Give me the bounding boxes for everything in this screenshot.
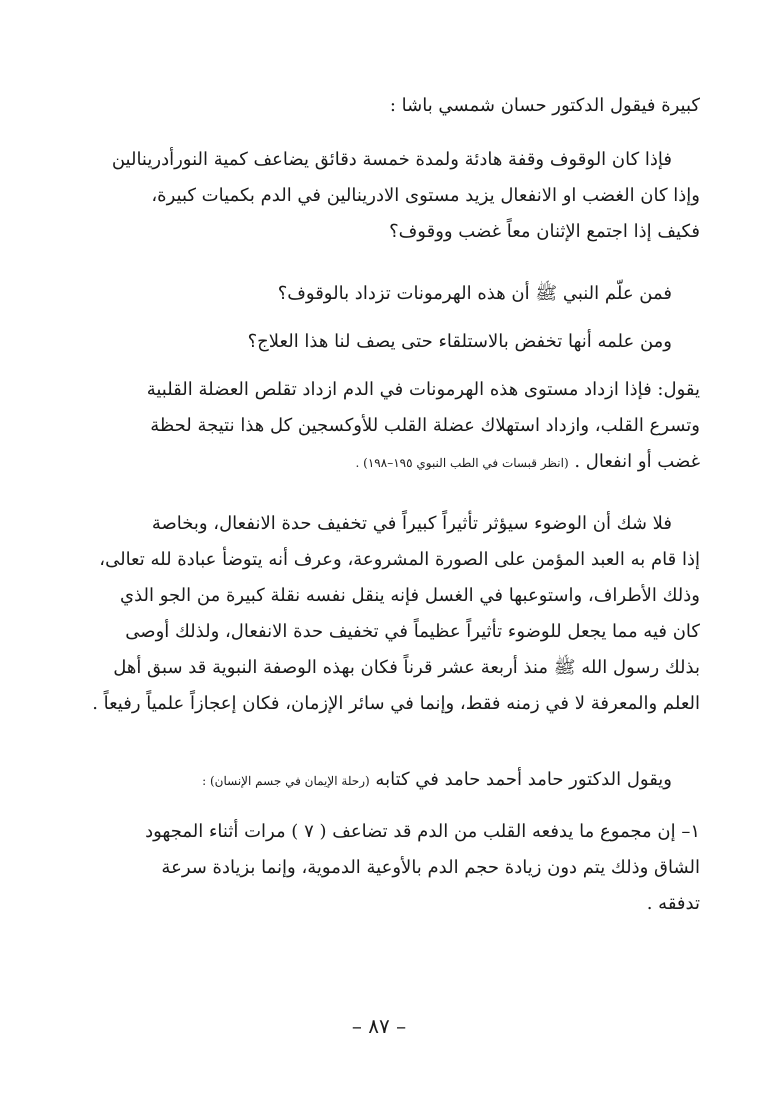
reference-note: (انظر قبسات في الطب النبوي ١٩٥–١٩٨) . — [355, 456, 569, 470]
text-line: وإذا كان الغضب او الانفعال يزيد مستوى الادرينالين في الدم بكميات كبيرة، — [151, 185, 700, 206]
text-line: كان فيه مما يجعل للوضوء تأثيراً عظيماً في تخفيف حدة الانفعال، ولذلك أوصى — [125, 621, 700, 642]
text-line: فمن علّم النبي ﷺ أن هذه الهرمونات تزداد بالوقوف؟ — [277, 283, 672, 304]
text-line: ومن علمه أنها تخفض بالاستلقاء حتى يصف لنا هذا العلاج؟ — [247, 331, 672, 352]
text-line: الشاق وذلك يتم دون زيادة حجم الدم بالأوعية الدموية، وإنما بزيادة سرعة — [161, 857, 700, 878]
text-line: وتسرع القلب، وازداد استهلاك عضلة القلب للأوكسجين كل هذا نتيجة لحظة — [150, 415, 700, 436]
text-line: فكيف إذا اجتمع الإثنان معاً غضب ووقوف؟ — [389, 221, 700, 242]
paragraph-intro — [42, 88, 700, 124]
text-line: فلا شك أن الوضوء سيؤثر تأثيراً كبيراً في تخفيف حدة الانفعال، وبخاصة — [151, 513, 672, 534]
page-number: – ٨٧ – — [351, 1014, 407, 1038]
paragraph-hormones — [42, 372, 700, 481]
paragraph-citation — [42, 762, 700, 799]
paragraph-numbered-point — [42, 814, 700, 922]
text-fragment: غضب أو انفعال . — [574, 451, 700, 472]
paragraph-question-1 — [42, 276, 700, 312]
text-line: ١– إن مجموع ما يدفعه القلب من الدم قد تضاعف ( ٧ ) مرات أثناء المجهود — [145, 821, 700, 842]
text-line: بذلك رسول الله ﷺ منذ أربعة عشر قرناً فكان بهذه الوصفة النبوية قد سبق أهل — [113, 657, 700, 678]
paragraph-standing-adrenaline — [42, 142, 700, 250]
text-line: تدفقه . — [646, 893, 700, 914]
text-line: وذلك الأطراف، واستوعبها في الغسل فإنه ينقل نفسه نقلة كبيرة من الجو الذي — [120, 585, 700, 606]
text-line: يقول: فإذا ازداد مستوى هذه الهرمونات في الدم ازداد تقلص العضلة القلبية — [146, 379, 700, 400]
text-line: إذا قام به العبد المؤمن على الصورة المشروعة، وعرف أنه يتوضأ عبادة لله تعالى، — [99, 549, 700, 570]
text-fragment: ويقول الدكتور حامد أحمد حامد في كتابه — [375, 769, 672, 790]
text-line-with-reference — [42, 762, 700, 799]
text-line: العلم والمعرفة لا في زمنه فقط، وإنما في سائر الإزمان، فكان إعجازاً علمياً رفيعاً . — [92, 693, 700, 714]
paragraph-ablution — [42, 506, 700, 722]
text-line: فإذا كان الوقوف وقفة هادئة ولمدة خمسة دقائق يضاعف كمية النورأدرينالين — [111, 149, 672, 170]
paragraph-question-2 — [42, 324, 700, 360]
text-line: كبيرة فيقول الدكتور حسان شمسي باشا : — [389, 95, 700, 116]
text-line-with-reference — [42, 444, 700, 481]
reference-note: (رحلة الإيمان في جسم الإنسان) : — [202, 774, 370, 788]
